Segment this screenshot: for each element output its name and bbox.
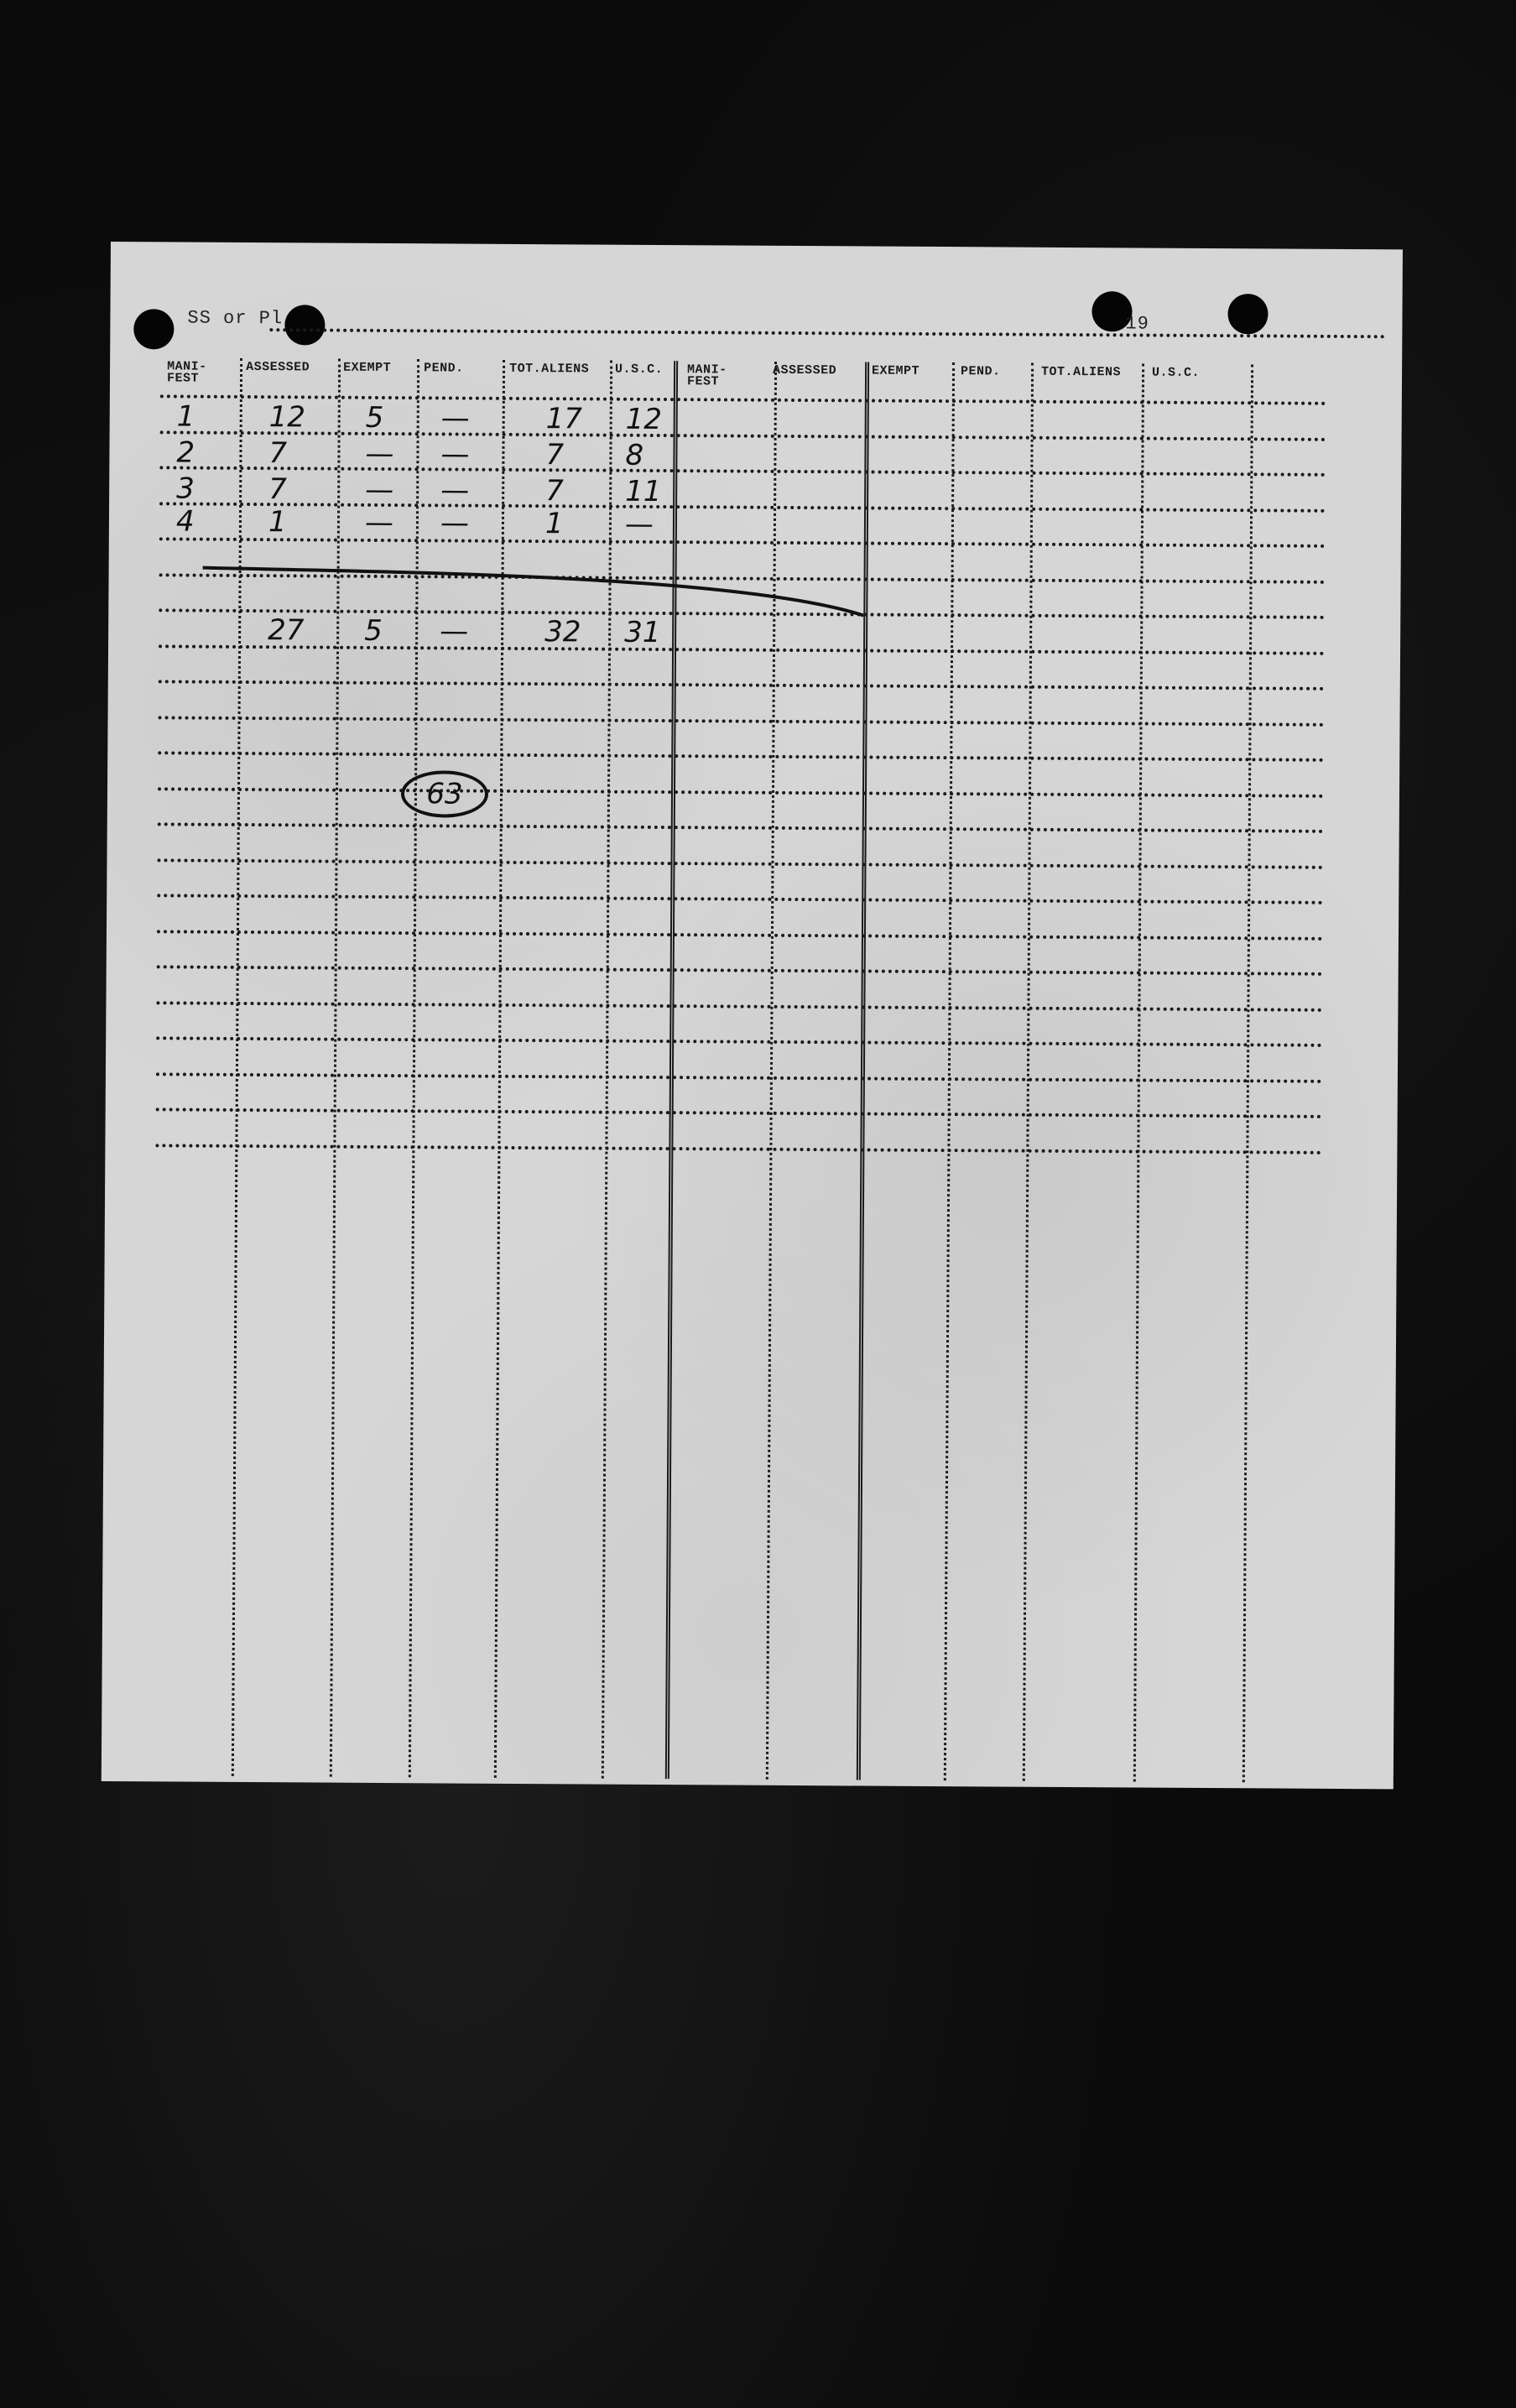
entry-usc: — <box>624 507 654 541</box>
entry-total: 7 <box>545 474 564 508</box>
entry-total: 7 <box>545 438 565 472</box>
manifest-form-sheet <box>102 242 1403 1789</box>
entry-assessed: 7 <box>268 472 287 507</box>
total-pend: — <box>440 614 469 649</box>
col-head-manifest-right: MANI- FEST <box>686 362 727 389</box>
header-left-label: SS or Pl <box>187 307 284 330</box>
handwritten-stroke <box>102 242 1403 1789</box>
entry-pend: — <box>440 506 470 540</box>
total-assessed: 27 <box>268 613 305 648</box>
entry-usc: 12 <box>625 402 663 437</box>
entry-exempt: — <box>365 436 394 472</box>
entry-manifest: 1 <box>176 399 195 434</box>
col-head-pend-left: PEND. <box>424 361 464 376</box>
col-head-usc-right: U.S.C. <box>1152 365 1201 380</box>
col-head-manifest-left: MANI- FEST <box>166 359 207 386</box>
entry-usc: 11 <box>625 474 662 509</box>
total-exempt: 5 <box>364 613 383 648</box>
col-head-exempt-right: EXEMPT <box>872 363 920 378</box>
entry-total: 17 <box>545 402 583 436</box>
col-head-usc-left: U.S.C. <box>615 362 664 378</box>
entry-usc: 8 <box>625 438 644 472</box>
entry-assessed: 12 <box>268 400 306 435</box>
entry-assessed: 7 <box>268 436 288 471</box>
circled-grand-total: 63 <box>401 770 488 818</box>
entry-pend: — <box>440 437 470 472</box>
header-year-label: 19 <box>1125 313 1149 335</box>
entry-manifest: 4 <box>175 504 195 539</box>
entry-exempt: 5 <box>365 400 384 435</box>
col-head-assessed-left: ASSESSED <box>246 359 310 375</box>
col-head-pend-right: PEND. <box>961 364 1001 379</box>
entry-manifest: 3 <box>176 472 195 506</box>
total-usc: 31 <box>624 615 661 650</box>
entry-manifest: 2 <box>176 435 195 470</box>
entry-assessed: 1 <box>268 505 287 539</box>
col-head-totaliens-right: TOT.ALIENS <box>1041 364 1122 380</box>
entry-pend: — <box>440 401 470 435</box>
entry-exempt: — <box>364 505 394 540</box>
col-head-assessed-right: ASSESSED <box>773 362 837 378</box>
entry-total: 1 <box>544 507 564 541</box>
col-head-exempt-left: EXEMPT <box>343 360 392 376</box>
total-total: 32 <box>544 615 581 649</box>
col-head-totaliens-left: TOT.ALIENS <box>509 361 590 377</box>
entry-pend: — <box>440 473 470 508</box>
entry-exempt: — <box>365 472 394 508</box>
